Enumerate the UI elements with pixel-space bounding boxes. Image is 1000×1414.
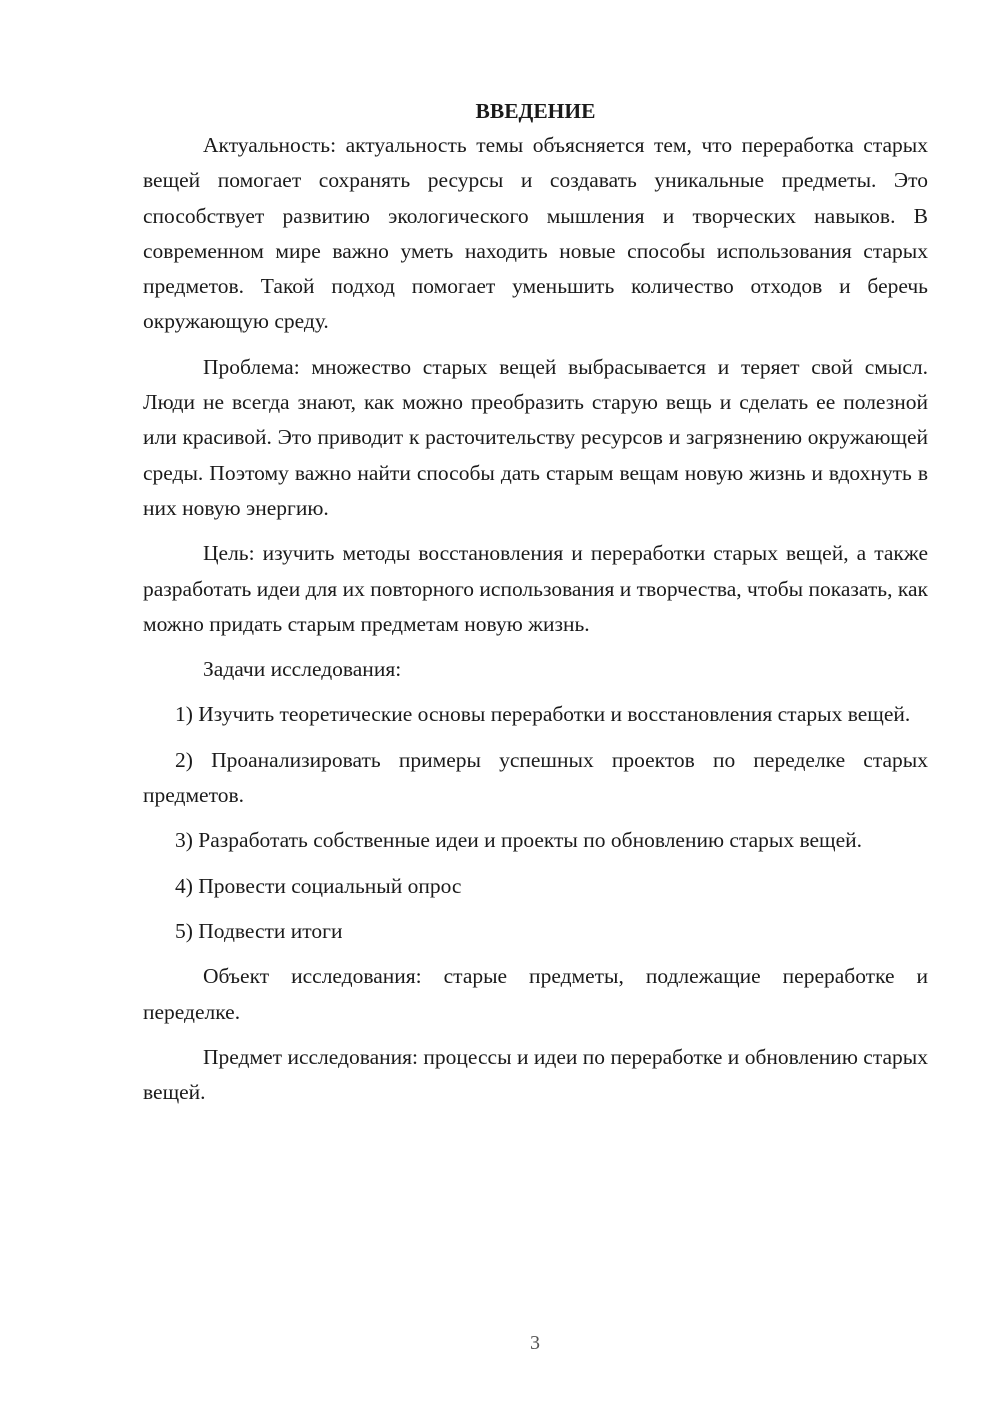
- goal-paragraph: Цель: изучить методы восстановления и переработки старых вещей, а также разработать идеи для их повторного использования и творчества, чтобы показать, как можно придать старым предметам новую жизнь.: [143, 541, 928, 636]
- tasks-heading: Задачи исследования:: [203, 657, 402, 682]
- section-heading: ВВЕДЕНИЕ: [475, 99, 596, 123]
- task-item: 5) Подвести итоги: [175, 918, 343, 943]
- document-page: [143, 95, 928, 1120]
- task-item: 2) Проанализировать примеры успешных проектов по переделке старых предметов.: [143, 747, 928, 808]
- relevance-paragraph: Актуальность: актуальность темы объясняется тем, что переработка старых вещей помогает сохранять ресурсы и создавать уникальные предметы. Это способствует развитию экологического мышления и творческих навыков. В современном мире важно уметь находить новые способы использования старых предметов. Такой подход помогает уменьшить количество отходов и беречь окружающую среду.: [143, 133, 928, 334]
- problem-paragraph: Проблема: множество старых вещей выбрасывается и теряет свой смысл. Люди не всегда знают, как можно преобразить старую вещь и сделать ее полезной или красивой. Это приводит к расточительству ресурсов и загрязнению окружающей среды. Поэтому важно найти способы дать старым вещам новую жизнь и вдохнуть в них новую энергию.: [143, 354, 928, 520]
- task-item: 3) Разработать собственные идеи и проекты по обновлению старых вещей.: [175, 828, 863, 853]
- task-item: 4) Провести социальный опрос: [175, 873, 462, 898]
- subject-paragraph: Предмет исследования: процессы и идеи по переработке и обновлению старых вещей.: [143, 1044, 928, 1105]
- page-number: 3: [530, 1332, 540, 1354]
- task-item: 1) Изучить теоретические основы переработки и восстановления старых вещей.: [175, 702, 911, 727]
- object-paragraph: Объект исследования: старые предметы, подлежащие переработке и переделке.: [143, 964, 928, 1024]
